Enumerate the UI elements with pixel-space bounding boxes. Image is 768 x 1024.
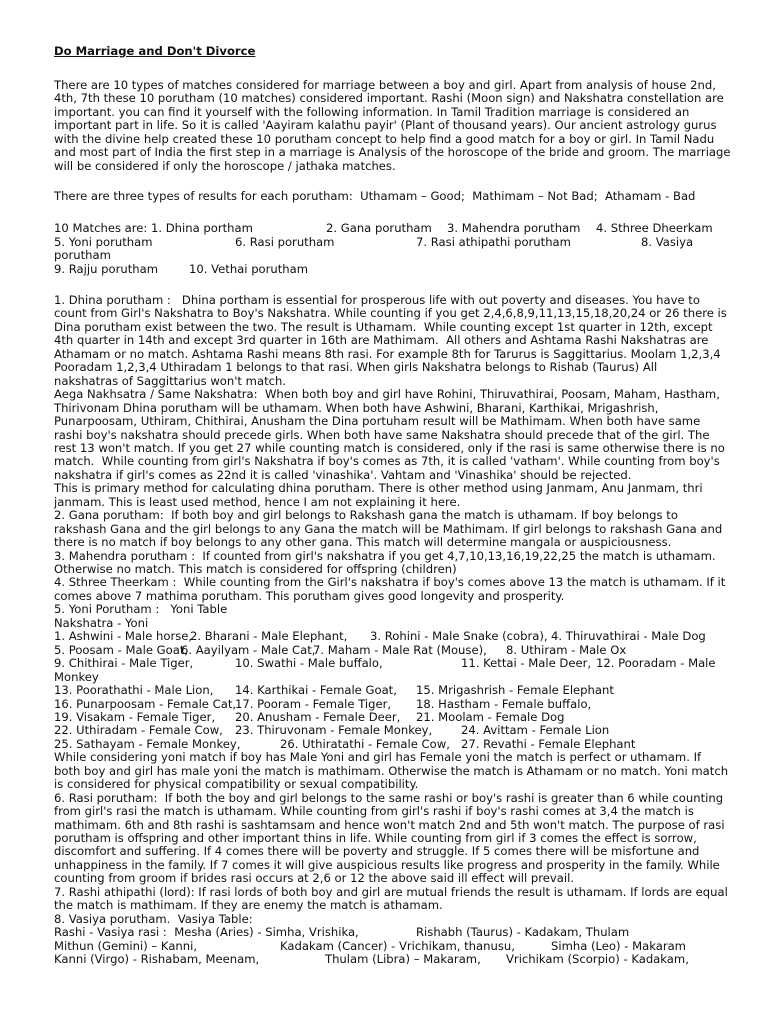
yoni-table-cell: 25. Sathayam - Female Monkey,: [54, 736, 241, 751]
intro-paragraph-line: important. you can find it yourself with the following information. In Tamil Tradition marriage is considered an: [54, 104, 690, 119]
body-text-line: Dina porutham exist between the two. The result is Uthamam. While counting except 1st quarter in 12th, except: [54, 319, 713, 334]
document-title: Do Marriage and Don't Divorce: [54, 44, 256, 58]
body-text-line: Punarpoosam, Uthiram, Chithirai, Anusham the Dina portuham result will be Mathimam. When both have same: [54, 414, 701, 429]
body-text-line: janmam. This is least used method, hence I am not explaining it here.: [54, 494, 461, 509]
yoni-table-cell: 21. Moolam - Female Dog: [416, 709, 565, 724]
matches-list-cell: 10. Vethai porutham: [189, 261, 309, 276]
yoni-table-cell: 3. Rohini - Male Snake (cobra),: [370, 629, 548, 644]
yoni-table-cell: 17. Pooram - Female Tiger,: [235, 696, 392, 711]
yoni-table-cell: 19. Visakam - Female Tiger,: [54, 709, 216, 724]
matches-list-cell: 8. Vasiya: [641, 234, 694, 249]
body-text-line: While considering yoni match if boy has Male Yoni and girl has Female yoni the match is perfect or uthamam. If: [54, 750, 702, 765]
yoni-table-cell: 13. Poorathathi - Male Lion,: [54, 683, 214, 698]
matches-list-cell: 6. Rasi porutham: [235, 234, 335, 249]
body-text-line: from girl's rasi the match is uthamam. While counting from girl's rashi if boy's rashi comes at 3,4 the match is: [54, 804, 694, 819]
vasiya-table-cell: Kadakam (Cancer) - Vrichikam, thanusu,: [280, 938, 515, 953]
body-text-line: This is primary method for calculating dhina porutham. There is other method using Janmam, Anu Janmam, thri: [54, 481, 703, 496]
vasiya-table-cell: Kanni (Virgo) - Rishabam, Meenam,: [54, 952, 260, 967]
body-text-line: Athamam or no match. Ashtama Rashi means 8th rasi. For example 8th for Tarurus is Saggittarius. Moolam 1,2,3,4: [54, 346, 721, 361]
body-text-line: 3. Mahendra porutham : If counted from girl's nakshatra if you get 4,7,10,13,16,19,22,25 the match is uthamam.: [54, 548, 716, 563]
body-text-line: rakshash Gana and the girl belongs to any Gana the match will be Mathimam. If girl belongs to rakshash Gana and: [54, 521, 723, 536]
body-text-line: 7. Rashi athipathi (lord): If rasi lords of both boy and girl are mutual friends the result is uthamam. If lords are equal: [54, 884, 728, 899]
yoni-table-cell: 4. Thiruvathirai - Male Dog: [551, 629, 706, 644]
yoni-table-cell: 6. Aayilyam - Male Cat,: [181, 642, 316, 657]
matches-list-cell: 2. Gana porutham: [326, 221, 432, 235]
vasiya-table-cell: Vrichikam (Scorpio) - Kadakam,: [506, 952, 689, 967]
body-text-line: 8. Vasiya porutham. Vasiya Table:: [54, 911, 253, 926]
body-text-line: counting from groom if brides rasi occurs at 2,6 or 12 the above said ill effect will prevail.: [54, 871, 575, 886]
body-text-line: nakshatra if girl's comes as 22nd it is called 'vinashika'. Vahtam and 'Vinashika' should be rejected.: [54, 467, 632, 482]
intro-paragraph-line: There are 10 types of matches considered for marriage between a boy and girl. Apart from analysis of house 2nd,: [54, 78, 716, 92]
yoni-table-cell: 15. Mrigashrish - Female Elephant: [416, 683, 614, 698]
yoni-table-cell: 1. Ashwini - Male horse,: [54, 629, 193, 644]
body-text-line: there is no match if boy belongs to any other gana. This match will determine mangala or auspiciousness.: [54, 535, 672, 550]
yoni-table-cell: 9. Chithirai - Male Tiger,: [54, 656, 194, 671]
yoni-table-cell: 5. Poosam - Male Goat,: [54, 642, 189, 657]
body-text-line: Pooradam 1,2,3,4 Uthiradam 1 belongs to that rasi. When girls Nakshatra belongs to Rishab (Taurus) All: [54, 360, 658, 375]
vasiya-table-cell: Simha (Leo) - Makaram: [551, 938, 686, 953]
body-text-line: unhappiness in the family. If 7 comes it will give auspicious results like progress and prosperity in the family. While: [54, 857, 720, 872]
matches-list-cell: 4. Sthree Dheerkam: [596, 221, 713, 235]
body-text-line: Nakshatra - Yoni: [54, 615, 149, 630]
body-text-line: rest 13 won't match. If you get 27 while counting match is considered, only if the rasi is same otherwise there is no: [54, 440, 725, 455]
body-text-line: rashi boy's nakshatra should precede girls. When both have same Nakshatra should precede that of the girl. The: [54, 427, 710, 442]
intro-paragraph-line: important part in life. So it is called 'Aayiram kalathu payir' (Plant of thousand years). Our ancient astrology gurus: [54, 118, 717, 133]
matches-list-cell: 5. Yoni porutham: [54, 234, 153, 249]
body-text-line: comes above 7 mathima porutham. This porutham gives good longevity and prosperity.: [54, 588, 565, 603]
body-text-line: Otherwise no match. This match is considered for offspring (children): [54, 562, 457, 576]
yoni-table-cell: 23. Thiruvonam - Female Monkey,: [235, 723, 433, 738]
yoni-table-cell: 16. Punarpoosam - Female Cat,: [54, 696, 237, 711]
intro-paragraph-line: with the divine help created these 10 porutham concept to help find a good match for a boy or girl. In Tamil Nadu: [54, 131, 715, 146]
body-text-line: 2. Gana porutham: If both boy and girl belongs to Rakshash gana the match is uthamam. If boy belongs to: [54, 508, 678, 523]
result-types-line: There are three types of results for each porutham: Uthamam – Good; Mathimam – Not Bad; Athamam - Bad: [54, 189, 696, 203]
matches-list-cell: 7. Rasi athipathi porutham: [416, 234, 571, 249]
body-text-line: discomfort and suffering. If 4 comes there will be poverty and struggle. If 5 comes there will be misfortune and: [54, 844, 700, 859]
body-text-line: nakshatras of Saggittarius won't match.: [54, 373, 287, 388]
body-text-line: is considered for physical compatibility or sexual compatibility.: [54, 777, 419, 792]
yoni-table-cell: 2. Bharani - Male Elephant,: [190, 629, 348, 644]
yoni-table-cell: Monkey: [54, 669, 99, 684]
matches-list-cell: 3. Mahendra porutham: [447, 221, 581, 235]
body-text-line: porutham is offspring and other important thins in life. While counting from girl if 3 comes the effect is sorrow,: [54, 831, 697, 845]
body-text-line: 5. Yoni Porutham : Yoni Table: [54, 602, 228, 617]
body-text-line: count from Girl's Nakshatra to Boy's Nakshatra. While counting if you get 2,4,6,8,9,11,13,15,18,20,24 or 26 there is: [54, 306, 727, 321]
body-text-line: 6. Rasi porutham: If both the boy and girl belongs to the same rashi or boy's rashi is greater than 6 while counting: [54, 790, 724, 805]
body-text-line: the match is mathimam. If they are enemy the match is athamam.: [54, 898, 443, 913]
yoni-table-cell: 24. Avittam - Female Lion: [461, 723, 610, 738]
vasiya-table-cell: Rishabh (Taurus) - Kadakam, Thulam: [416, 925, 630, 940]
yoni-table-cell: 22. Uthiradam - Female Cow,: [54, 723, 223, 738]
yoni-table-cell: 10. Swathi - Male buffalo,: [235, 656, 383, 671]
matches-list-cell: 10 Matches are: 1. Dhina portham: [54, 221, 253, 235]
body-text-line: both boy and girl has male yoni the match is mathimam. Otherwise the match is Athamam or no match. Yoni match: [54, 763, 729, 778]
yoni-table-cell: 8. Uthiram - Male Ox: [506, 642, 627, 657]
vasiya-table-cell: Mithun (Gemini) – Kanni,: [54, 938, 198, 953]
intro-paragraph-line: and most part of India the first step in a marriage is Analysis of the horoscope of the bride and groom. The marriage: [54, 145, 731, 160]
intro-paragraph-line: 4th, 7th these 10 porutham (10 matches) considered important. Rashi (Moon sign) and Nakshatra constellation are: [54, 91, 724, 106]
yoni-table-cell: 27. Revathi - Female Elephant: [461, 736, 636, 751]
matches-list-line: porutham: [54, 248, 111, 262]
body-text-line: match. While counting from girl's Nakshatra if boy's comes as 7th, it is called 'vatham'. While counting from boy's: [54, 454, 720, 469]
body-text-line: mathimam. 6th and 8th rashi is sashtamsam and hence won't match 2nd and 5th won't match. The purpose of rasi: [54, 817, 725, 832]
body-text-line: 1. Dhina porutham : Dhina portham is essential for prosperous life with out poverty and diseases. You have to: [54, 293, 700, 307]
yoni-table-cell: 12. Pooradam - Male: [596, 656, 716, 671]
vasiya-table-cell: Rashi - Vasiya rasi : Mesha (Aries) - Simha, Vrishika,: [54, 925, 359, 940]
yoni-table-cell: 26. Uthiratathi - Female Cow,: [280, 736, 450, 751]
yoni-table-cell: 20. Anusham - Female Deer,: [235, 709, 401, 724]
yoni-table-cell: 18. Hastham - Female buffalo,: [416, 696, 592, 711]
body-text-line: 4. Sthree Theerkam : While counting from the Girl's nakshatra if boy's comes above 13 the match is uthamam. If it: [54, 575, 726, 590]
body-text-line: Thirivonam Dhina porutham will be uthamam. When both have Ashwini, Bharani, Karthikai, Mrigashrish,: [54, 400, 659, 415]
intro-paragraph-line: will be considered if only the horoscope / jathaka matches.: [54, 158, 396, 173]
yoni-table-cell: 14. Karthikai - Female Goat,: [235, 683, 397, 698]
yoni-table-cell: 11. Kettai - Male Deer,: [461, 656, 592, 671]
body-text-line: Aega Nakhsatra / Same Nakshatra: When both boy and girl have Rohini, Thiruvathirai, Poosam, Maham, Hastham,: [54, 387, 720, 402]
vasiya-table-cell: Thulam (Libra) – Makaram,: [325, 952, 481, 967]
body-text-line: 4th quarter in 14th and except 3rd quarter in 16th are Mathimam. All others and Ashtama Rashi Nakshatras are: [54, 333, 709, 348]
matches-list-cell: 9. Rajju porutham: [54, 261, 158, 276]
yoni-table-cell: 7. Maham - Male Rat (Mouse),: [313, 642, 487, 657]
